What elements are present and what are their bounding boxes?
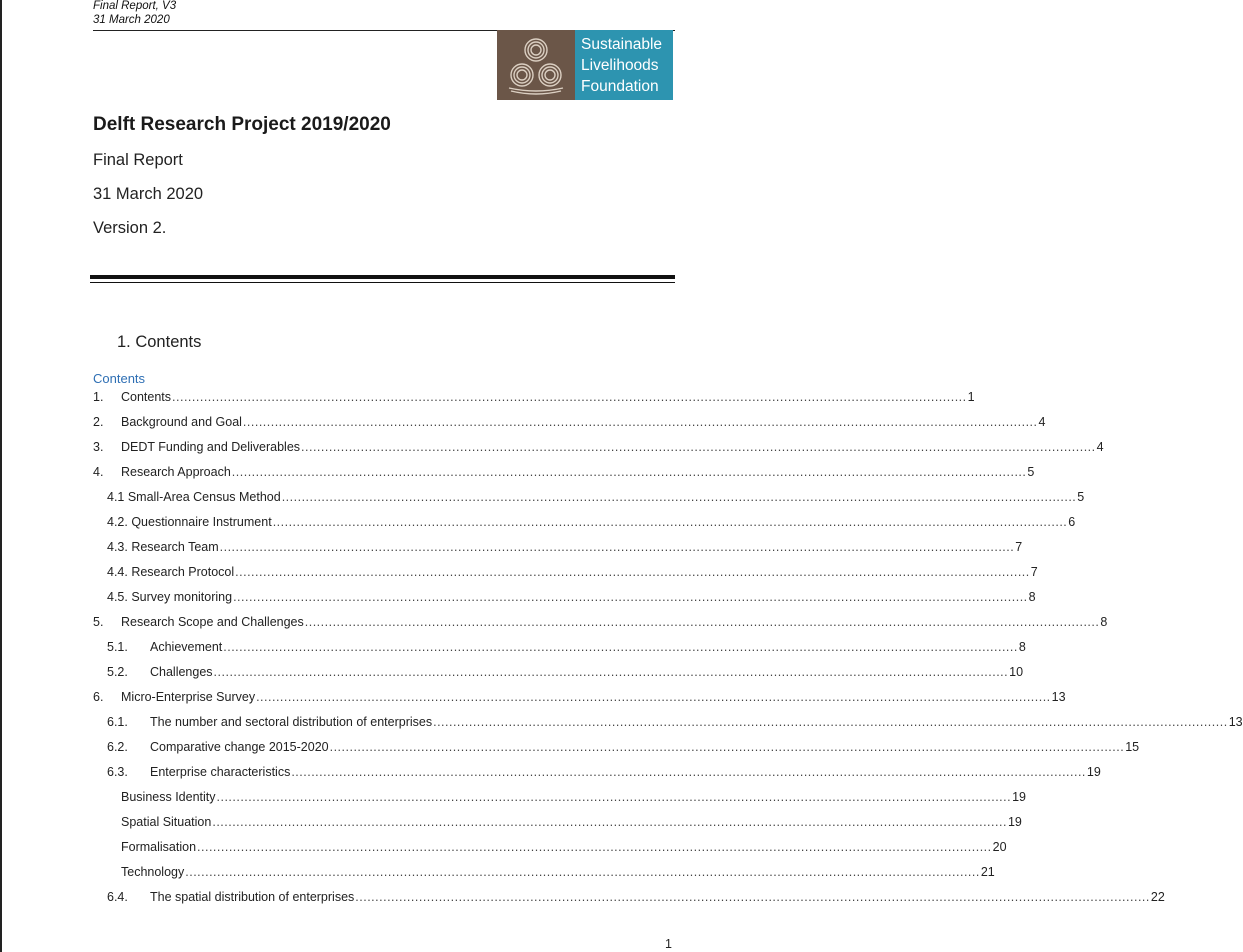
toc-entry-page: 8 (1028, 590, 1036, 604)
toc-entry-number: 6.1. (107, 715, 128, 729)
toc-entry-page: 19 (1012, 790, 1026, 804)
toc-entry-page: 21 (980, 865, 995, 879)
toc-entry-page: 7 (1030, 565, 1038, 579)
toc-entry-title: Background and Goal (121, 415, 242, 429)
toc-entry-title: The spatial distribution of enterprises (150, 890, 355, 904)
toc-entry-title: Spatial Situation (121, 815, 212, 829)
toc-entry-title: 4.1 Small-Area Census Method (107, 490, 281, 504)
contents-heading: 1. Contents (117, 333, 202, 351)
toc-entry-title: The number and sectoral distribution of enterprises (150, 715, 433, 729)
toc-leader-dots: ........................................................................................................................................................................................................ (272, 515, 1068, 529)
toc-entry-title: 4.4. Research Protocol (107, 565, 235, 579)
toc-leader-dots: ........................................................................................................................................................................................................ (291, 765, 1086, 779)
toc-entry-title: 4.3. Research Team (107, 540, 219, 554)
toc-leader-dots: ........................................................................................................................................................................................................ (301, 440, 1096, 454)
toc-leader-dots: ........................................................................................................................................................................................................ (231, 465, 1027, 479)
toc-entry-title: Business Identity (121, 790, 216, 804)
toc-entry-page: 13 (1228, 715, 1243, 729)
toc-leader-dots: ........................................................................................................................................................................................................ (197, 840, 992, 854)
toc-entry-title: 4.5. Survey monitoring (107, 590, 233, 604)
toc-entry-page: 10 (1009, 665, 1024, 679)
toc-entry-number: 2. (93, 415, 104, 429)
toc-entry-number: 5.1. (107, 640, 128, 654)
logo-wordmark (575, 30, 673, 100)
document-subtitle: Final Report (93, 151, 183, 169)
toc-entry[interactable] (93, 538, 1023, 563)
foundation-logo (497, 30, 673, 100)
toc-leader-dots: ........................................................................................................................................................................................................ (281, 490, 1077, 504)
toc-entry[interactable] (93, 463, 1035, 488)
toc-entry-number: 5.2. (107, 665, 128, 679)
triskelion-logo-icon (497, 30, 575, 100)
document-date: 31 March 2020 (93, 185, 204, 203)
toc-leader-dots: ........................................................................................................................................................................................................ (172, 390, 967, 404)
toc-entry[interactable] (93, 738, 1140, 763)
toc-entry-title: Achievement (150, 640, 223, 654)
toc-entry-page: 8 (1100, 615, 1108, 629)
toc-entry-title: Challenges (150, 665, 213, 679)
logo-line: Sustainable (581, 36, 663, 53)
logo-line: Foundation (581, 78, 659, 95)
toc-entry-title: Enterprise characteristics (150, 765, 291, 779)
toc-leader-dots: ........................................................................................................................................................................................................ (216, 790, 1012, 804)
toc-leader-dots: ........................................................................................................................................................................................................ (219, 540, 1015, 554)
toc-entry-page: 6 (1068, 515, 1076, 529)
toc-entry-page: 5 (1027, 465, 1035, 479)
toc-entry-title: Technology (121, 865, 185, 879)
header-date: 31 March 2020 (93, 14, 170, 26)
toc-entry[interactable] (93, 613, 1108, 638)
toc-entry-page: 15 (1125, 740, 1140, 754)
toc-entry[interactable] (93, 638, 1026, 663)
document-version: Version 2. (93, 219, 167, 237)
toc-entry-number: 1. (93, 390, 104, 404)
title-divider-thin (90, 282, 675, 283)
toc-leader-dots: ........................................................................................................................................................................................................ (212, 815, 1007, 829)
toc-entry-page: 4 (1038, 415, 1046, 429)
toc-leader-dots: ........................................................................................................................................................................................................ (223, 640, 1018, 654)
toc-entry-page: 19 (1007, 815, 1022, 829)
toc-leader-dots: ........................................................................................................................................................................................................ (256, 690, 1051, 704)
toc-entry[interactable] (93, 413, 1046, 438)
toc-entry-title: Micro-Enterprise Survey (121, 690, 256, 704)
toc-entry-number: 6. (93, 690, 104, 704)
toc-entry[interactable] (93, 888, 1165, 913)
toc-entry-number: 6.4. (107, 890, 128, 904)
toc-entry-page: 4 (1096, 440, 1104, 454)
title-divider-thick (90, 275, 675, 279)
toc-leader-dots: ........................................................................................................................................................................................................ (433, 715, 1228, 729)
toc-entry-page: 1 (967, 390, 975, 404)
toc-entry[interactable] (93, 438, 1104, 463)
toc-leader-dots: ........................................................................................................................................................................................................ (355, 890, 1150, 904)
logo-line: Livelihoods (581, 57, 659, 74)
header-report-version: Final Report, V3 (93, 0, 177, 12)
toc-entry-title: Research Approach (121, 465, 231, 479)
toc-leader-dots: ........................................................................................................................................................................................................ (185, 865, 980, 879)
toc-entry-number: 5. (93, 615, 104, 629)
toc-entry[interactable] (93, 863, 995, 888)
toc-entry[interactable] (93, 488, 1085, 513)
toc-leader-dots: ........................................................................................................................................................................................................ (235, 565, 1030, 579)
toc-entry-page: 13 (1051, 690, 1066, 704)
toc-entry-title: 4.2. Questionnaire Instrument (107, 515, 272, 529)
toc-label: Contents (93, 371, 146, 386)
toc-entry-number: 6.2. (107, 740, 128, 754)
toc-entry-page: 22 (1150, 890, 1165, 904)
toc-entry-page: 5 (1077, 490, 1085, 504)
toc-entry[interactable] (93, 588, 1036, 613)
table-of-contents (93, 388, 1243, 913)
toc-leader-dots: ........................................................................................................................................................................................................ (329, 740, 1125, 754)
toc-entry-title: Contents (121, 390, 172, 404)
toc-entry-page: 7 (1015, 540, 1023, 554)
page-edge (0, 0, 2, 952)
toc-entry[interactable] (93, 663, 1024, 688)
toc-entry-title: Research Scope and Challenges (121, 615, 304, 629)
toc-entry-title: DEDT Funding and Deliverables (121, 440, 301, 454)
toc-entry-page: 19 (1086, 765, 1101, 779)
toc-entry-number: 3. (93, 440, 104, 454)
toc-leader-dots: ........................................................................................................................................................................................................ (233, 590, 1028, 604)
toc-entry-title: Comparative change 2015-2020 (150, 740, 329, 754)
toc-entry[interactable] (93, 813, 1022, 838)
toc-entry[interactable] (93, 563, 1038, 588)
toc-entry-number: 4. (93, 465, 104, 479)
toc-entry[interactable] (93, 763, 1101, 788)
toc-entry-title: Formalisation (121, 840, 197, 854)
toc-entry-page: 20 (992, 840, 1007, 854)
document-title: Delft Research Project 2019/2020 (93, 114, 391, 135)
toc-leader-dots: ........................................................................................................................................................................................................ (242, 415, 1038, 429)
toc-entry[interactable] (93, 513, 1076, 538)
toc-entry[interactable] (93, 788, 1026, 813)
toc-entry[interactable] (93, 688, 1066, 713)
toc-entry-number: 6.3. (107, 765, 128, 779)
toc-entry-page: 8 (1018, 640, 1026, 654)
toc-entry[interactable] (93, 713, 1243, 738)
page-number: 1 (665, 937, 672, 951)
toc-leader-dots: ........................................................................................................................................................................................................ (213, 665, 1009, 679)
toc-entry[interactable] (93, 388, 975, 413)
toc-entry[interactable] (93, 838, 1007, 863)
toc-leader-dots: ........................................................................................................................................................................................................ (304, 615, 1100, 629)
